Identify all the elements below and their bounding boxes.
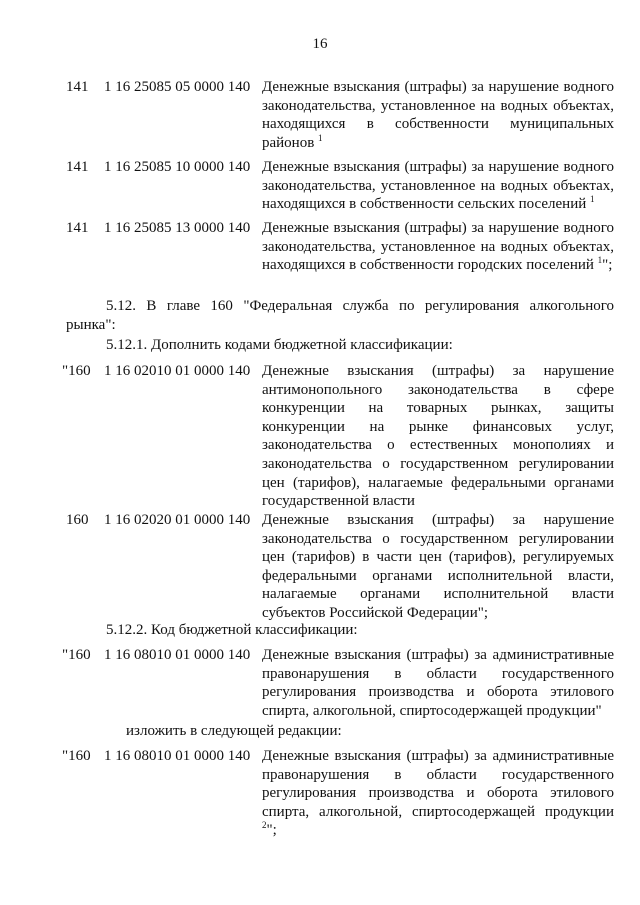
budget-code: 1 16 25085 10 0000 140: [104, 159, 251, 175]
paragraph-5-12-2: 5.12.2. Код бюджетной классификации:: [106, 622, 358, 638]
admin-code: "160: [62, 363, 91, 379]
footnote-mark: 2: [262, 820, 267, 831]
description-text: Денежные взыскания (штрафы) за административные правонарушения в области государственного регулирования производства и оборота этилового спирта, алкогольной, спиртосодержащей продукции: [262, 748, 614, 820]
admin-code: 141: [66, 159, 89, 175]
footnote-mark: 1: [597, 255, 603, 266]
row-description: [262, 511, 614, 623]
paragraph-5-12-1: 5.12.1. Дополнить кодами бюджетной классификации:: [106, 337, 453, 353]
admin-code: 141: [66, 79, 89, 95]
row-description: [262, 362, 614, 511]
description-tail: ";: [602, 257, 613, 274]
admin-code: "160: [62, 647, 91, 663]
row-description: [262, 158, 614, 214]
description-text: Денежные взыскания (штрафы) за нарушение водного законодательства, установленное на водных объектах, находящихся в собственности сельских поселений: [262, 159, 614, 213]
admin-code: 141: [66, 220, 89, 236]
row-description: [262, 747, 614, 840]
admin-code: 160: [66, 512, 89, 528]
footnote-mark: 1: [318, 132, 323, 143]
description-text: Денежные взыскания (штрафы) за административные правонарушения в области государственного регулирования производства и оборота этилового спирта, алкогольной, спиртосодержащей продукции": [262, 647, 614, 719]
description-text: Денежные взыскания (штрафы) за нарушение водного законодательства, установленное на водных объектах, находящихся в собственности городских поселений: [262, 220, 614, 274]
budget-code: 1 16 25085 13 0000 140: [104, 220, 251, 236]
description-tail: ";: [266, 822, 277, 839]
budget-code: 1 16 25085 05 0000 140: [104, 79, 251, 95]
description-text: Денежные взыскания (штрафы) за нарушение антимонопольного законодательства в сфере конкуренции на товарных рынках, защиты конкуренции на рынке финансовых услуг, законодательства о естественных монополиях и законодательства о государственном регулировании цен (тарифов), налагаемые федеральными органами государственной власти: [262, 363, 614, 510]
budget-code: 1 16 02010 01 0000 140: [104, 363, 251, 379]
row-description: [262, 78, 614, 152]
description-text: Денежные взыскания (штрафы) за нарушение законодательства о государственном регулировании цен (тарифов) в части цен (тарифов), регулируемых федеральными органами исполнительной власти, налагаемые органами исполнительной власти субъектов Российской Федерации";: [262, 512, 614, 621]
budget-code: 1 16 08010 01 0000 140: [104, 647, 251, 663]
paragraph-replace: изложить в следующей редакции:: [126, 723, 342, 739]
paragraph-5-12: 5.12. В главе 160 "Федеральная служба по регулирования алкогольного рынка":: [66, 298, 614, 333]
budget-code: 1 16 02020 01 0000 140: [104, 512, 251, 528]
row-description: [262, 219, 614, 275]
footnote-mark: 1: [590, 194, 595, 205]
description-text: Денежные взыскания (штрафы) за нарушение водного законодательства, установленное на водных объектах, находящихся в собственности муниципальных районов: [262, 79, 614, 151]
budget-code: 1 16 08010 01 0000 140: [104, 748, 251, 764]
row-description: [262, 646, 614, 720]
page-number: 16: [312, 36, 328, 52]
admin-code: "160: [62, 748, 91, 764]
